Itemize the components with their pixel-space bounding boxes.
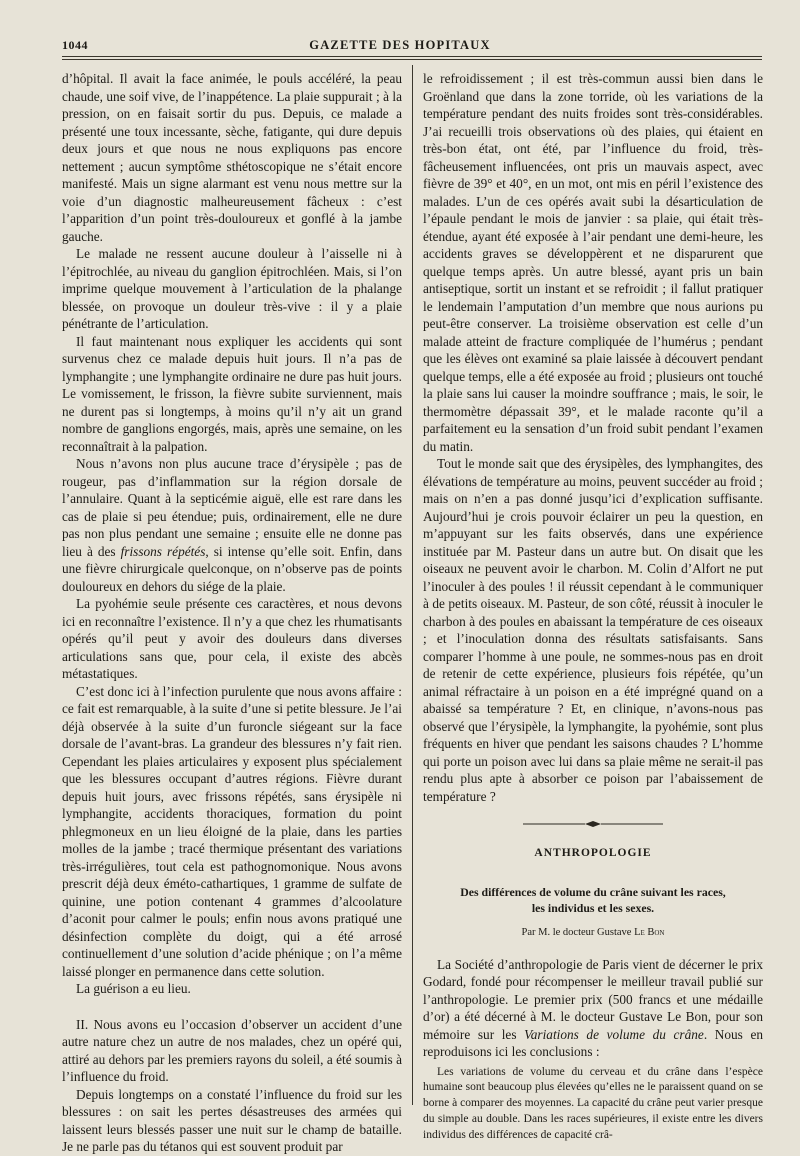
paragraph-text: La Société d’anthropologie de Paris vient de décerner le prix Godard, fondé pour récompenser le meilleur travail publié sur l’anthropologie. Le premier prix (500 francs et une médaille d’or) a été décerné à M. le docteur Gustave Le Bon, pour son mémoire sur les <box>423 956 763 1042</box>
right-column <box>423 70 763 1143</box>
paragraph: Tout le monde sait que des érysipèles, des lymphangites, des élévations de température au moins, peuvent succéder au froid ; mais on n’en a pas donné jusqu’ici d’explication suffisante. Aujourd’hui je crois pouvoir éclairer un peu la question, en m’appuyant sur les faits observés, dans une expérience instituée par M. Pasteur dans un autre but. On disait que les oiseaux ne peuvent avoir le charbon. M. Colin d’Alfort ne put l’inoculer à des poules ! il réussit cependant à le communiquer à de petits oiseaux. M. Pasteur, de son côté, réussit à inoculer le charbon à des poules en abaissant la température de ces oiseaux ; et l’inoculation donna des résultats satisfaisants. Sans comparer l’homme à une poule, ne sommes-nous pas en droit de retenir de cette expérience, plusieurs fois répétée, qu’un animal réfractaire à un poison en a été imprégné quand on a abaissé sa température ? Et, en clinique, n’avons-nous pas observé que l’érysipèle, la lymphangite, la pyohémie, sont plus fréquents en hiver que pendant les saisons chaudes ? L’homme qui porte un poison avec lui dans sa plaie même ne serait-il pas rendu plus apte à absorber ce poison par l’abaissement de température ? <box>423 456 763 804</box>
paragraph: d’hôpital. Il avait la face animée, le pouls accéléré, la peau chaude, une soif vive, de l’inappétence. La plaie suppurait ; à la pression, on en faisait sortir du pus. Depuis, ce malade a présenté une toux incessante, sèche, fatigante, qui dure depuis deux jours et que nous ne nous expliquons pas encore nettement ; aucun symptôme sthétoscopique ne s’était encore manifesté. Mais un signe alarmant est venu nous mettre sur la voie d’un diagnostic malheureusement fâcheux : c’est l’apparition d’un point très-douloureux et gonflé à la jambe gauche. <box>62 71 402 244</box>
byline-text: Par M. le docteur Gustave <box>521 927 635 938</box>
italic-text: Variations de volume du crâne <box>524 1026 704 1042</box>
author-name: Le Bon <box>634 927 665 938</box>
ornament-rule-icon <box>523 820 663 828</box>
page-number: 1044 <box>62 38 88 52</box>
article-title-line: Des différences de volume du crâne suivant les races, <box>460 885 726 899</box>
header-rule <box>62 56 762 57</box>
paragraph: Depuis longtemps on a constaté l’influence du froid sur les blessures : on sait les pertes désastreuses des armées qui laissent leurs blessés passer une nuit sur le champ de bataille. Je ne parle pas du tétanos qui est souvent produit par <box>62 1086 402 1154</box>
article-title <box>423 884 763 916</box>
article-title-line: les individus et les sexes. <box>531 901 655 915</box>
paragraph <box>62 455 402 595</box>
paragraph-text: Nous n’avons non plus aucune trace d’érysipèle ; pas de rougeur, pas d’inflammation sur la région dorsale de l’annulaire. Quant à la septicémie aiguë, elle est rare dans les cas de plaie si peu étendue; puis, ordinairement, elle ne dure pas non plus pendant une semaine ; ensuite elle ne donne pas lieu à des <box>62 456 402 559</box>
paragraph: II. Nous avons eu l’occasion d’observer un accident d’une autre nature chez un autre de nos malades, chez un opéré qui, attiré au dehors par les premiers rayons du soleil, a été soumis à l’influence du froid. <box>62 1016 402 1084</box>
paragraph-text: . Nous en reproduisons ici les conclusions : <box>423 1026 763 1059</box>
paragraph-text: , si intense qu’elle soit. Enfin, dans une fièvre chirurgicale quelconque, on n’observe pas de points douloureux en dehors du siége de la plaie. <box>62 543 402 594</box>
column-divider <box>412 65 413 1105</box>
paragraph: La guérison a eu lieu. <box>76 981 191 996</box>
journal-title: GAZETTE DES HOPITAUX <box>309 38 491 52</box>
italic-text: frissons répétés <box>120 543 206 559</box>
header-rule-double <box>62 59 762 60</box>
left-column <box>62 70 402 1156</box>
paragraph: Il faut maintenant nous expliquer les accidents qui sont survenus chez ce malade depuis huit jours. Il n’a pas de lymphangite ; une lymphangite ordinaire ne dure pas huit jours. Le vomissement, le frisson, la fièvre subite surviennent, mais ne durent pas si longtemps, à moins qu’il n’y ait un grand nombre de ganglions engorgés, mais, après une semaine, on les reconnaîtrait à la palpation. <box>62 333 402 454</box>
section-separator <box>423 815 763 833</box>
paragraph: Le malade ne ressent aucune douleur à l’aisselle ni à l’épitrochlée, au niveau du ganglion épitrochléen. Mais, si l’on imprime quelque mouvement à l’articulation de la phalange blessée, on provoque un douleur très-vive : il y a plaie pénétrante de l’articulation. <box>62 246 402 331</box>
paragraph: le refroidissement ; il est très-commun aussi bien dans le Groënland que dans la zone torride, où les variations de la température pendant des nuits froides sont très-considérables. J’ai recueilli trois observations où des plaies, qui étaient en très-bon état, ont été, par l’influence du froid, très-fâcheusement influencées, ont pris un mauvais aspect, avec fièvre de 39° et 40°, en un mot, ont mis en péril l’existence des malades. L’un de ces opérés avait subi la désarticulation de l’épaule pendant le mois de janvier : sa plaie, qui était très-étendue, ayant été exposée à l’air pendant une demi-heure, les accidents graves se développèrent et ne disparurent que quelque temps après. Un autre blessé, ayant pris un bain antiseptique, sortit un instant et se refroidit ; il fallut pratiquer le lendemain l’amputation d’un membre que nous aurions pu peut-être conserver. La troisième observation est celle d’un malade atteint de fracture compliquée de l’humérus ; pendant que les élèves ont examiné sa plaie laissée à découvert pendant quelque temps, elle a été exposée au froid ; plusieurs ont touché la plaie sans lui causer la moindre souffrance ; mais, le soir, le thermomètre dépassait 39°, et le malade raconte qu’il a parfaitement eu la sensation d’un froid subit pendant l’examen du matin. <box>423 71 763 454</box>
byline <box>423 924 763 942</box>
paragraph: C’est donc ici à l’infection purulente que nous avons affaire : ce fait est remarquable, à la suite d’une si petite blessure. Je l’ai déjà observée à la suite d’un furoncle siégeant sur la face dorsale de l’avant-bras. La grandeur des blessures n’y fait rien. Cependant les plaies articulaires y exposent plus spécialement que les blessures occupant d’autres régions. Fièvre durant depuis huit jours, avec frissons répétés, sans érysipèle ni lymphangite, accidents thoraciques, formation du point phlegmoneux en un lieu éloigné de la plaie, dans les parties molles de la jambe ; tracé thermique présentant des variations très-irrégulières, tout cela est pathognomonique. Nous avons prescrit déjà deux éméto-cathartiques, 1 gramme de sulfate de quinine, une potion contenant 4 grammes d’alcoolature d’aconit pour calmer le pouls; enfin nous avons pratiqué une désinfection complète du doigt, qui a été arrosé continuellement d’une solution d’acide phénique ; on l’a même laissé plonger en permanence dans cette solution. <box>62 683 402 979</box>
section-heading: ANTHROPOLOGIE <box>534 846 652 859</box>
paragraph: La pyohémie seule présente ces caractères, et nous devons ici en reconnaître l’existence. Il n’y a que chez les rhumatisants opérés qu’il peut y avoir des douleurs dans diverses articulations sans que, pour cela, il existe des abcès métastatiques. <box>62 596 402 681</box>
paragraph <box>423 956 763 1061</box>
paragraph: Les variations de volume du cerveau et du crâne dans l’espèce humaine sont beaucoup plus élevées qu’elles ne le paraissent quand on se borne à comparer des moyennes. La capacité du crâne peut varier presque du simple au double. Dans les races supérieures, il existe entre les divers individus des différences de capacité crâ- <box>423 1065 763 1141</box>
